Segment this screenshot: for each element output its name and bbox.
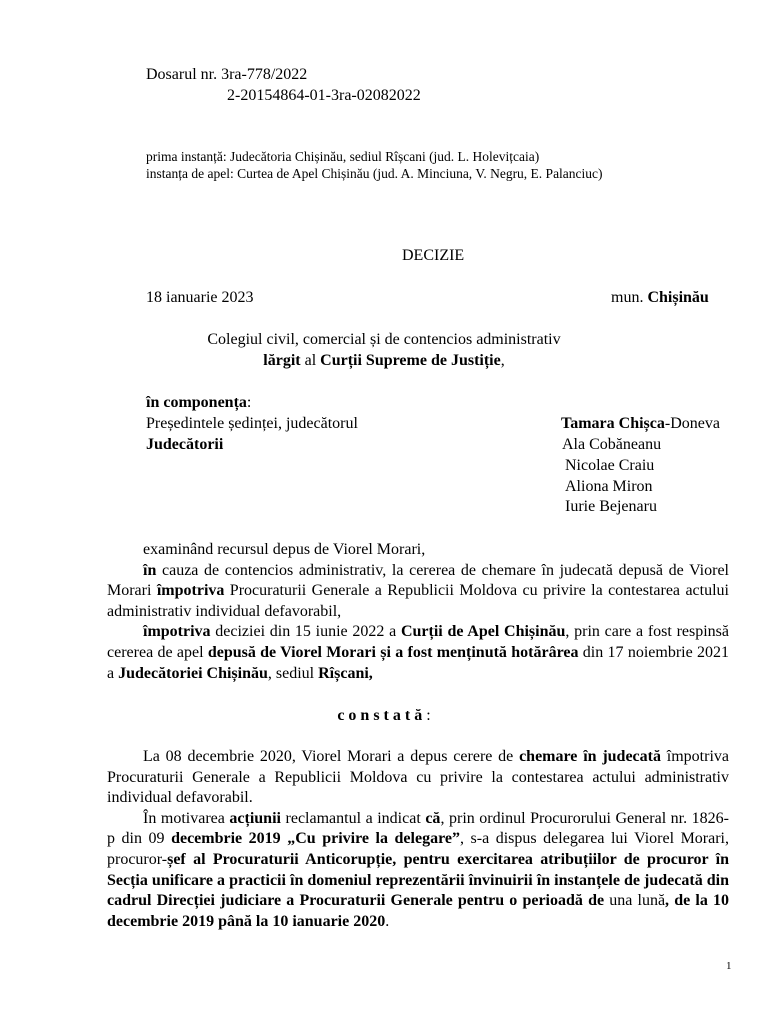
judge-name: Nicolae Craiu [565,457,655,474]
constata-heading: constată: [337,707,431,724]
college-line-1: Colegiul civil, comercial și de contencios administrativ [207,331,561,348]
decision-place: mun. Chișinău [611,289,709,306]
page-number: 1 [726,960,732,972]
paragraph-cerere: La 08 decembrie 2020, Viorel Morari a depus cerere de chemare în judecată împotriva Procuraturii Generale a Republicii Moldova cu privire la contestarea actului administrativ individual defavorabil. [107,748,730,807]
president-label: Președintele ședinței, judecătorul [146,415,358,432]
dosar-code: 2-20154864-01-3ra-02082022 [227,87,421,104]
document-title: DECIZIE [402,247,465,264]
judge-name: Aliona Miron [565,478,653,495]
judge-name: Ala Cobăneanu [562,436,662,453]
decision-date: 18 ianuarie 2023 [146,289,254,306]
college-line-2: lărgit al Curții Supreme de Justiție, [263,352,505,369]
paragraph-motivare: În motivarea acțiunii reclamantul a indicat că, prin ordinul Procurorului General nr. 1826-p din 09 decembrie 2019 „Cu privire la delegare”, s-a dispus delegarea lui Viorel Morari, procuror-șef al Procuraturii Anticorupție, pentru exercitarea atribuțiilor de procuror în Secția unificare a practicii în domeniul reprezentării învinuirii în instanțele de judecată din cadrul Direcției judiciare a Procuraturii Generale pentru o perioadă de una lună, de la 10 decembrie 2019 până la 10 ianuarie 2020. [107,809,730,930]
dosar-number: Dosarul nr. 3ra-778/2022 [146,66,308,83]
paragraph-impotriva: împotriva deciziei din 15 iunie 2022 a Curții de Apel Chișinău, prin care a fost respinsă cererea de apel depusă de Viorel Morari și a fost menținută hotărârea din 17 noiembrie 2021 a Judecătoriei Chișinău, sediul Rîșcani, [107,623,730,682]
composition-label: în componența: [146,394,252,411]
judges-label: Judecătorii [146,436,224,453]
first-instance: prima instanță: Judecătoria Chișinău, sediul Rîșcani (jud. L. Holevițcaia) [146,149,540,164]
appeal-instance: instanța de apel: Curtea de Apel Chișinău (jud. A. Minciuna, V. Negru, E. Palanciuc) [146,166,603,181]
findings-paragraphs [107,747,729,932]
intro-paragraphs [107,540,729,684]
judge-name: Iurie Bejenaru [565,498,657,515]
paragraph-cauza: în cauza de contencios administrativ, la cererea de chemare în judecată depusă de Viorel Morari împotriva Procuraturii Generale a Republicii Moldova cu privire la contestarea actului administrativ individual defavorabil, [107,561,729,620]
paragraph-recurs: examinând recursul depus de Viorel Morari, [143,541,426,558]
president-name: Tamara Chișca-Doneva [561,415,720,432]
